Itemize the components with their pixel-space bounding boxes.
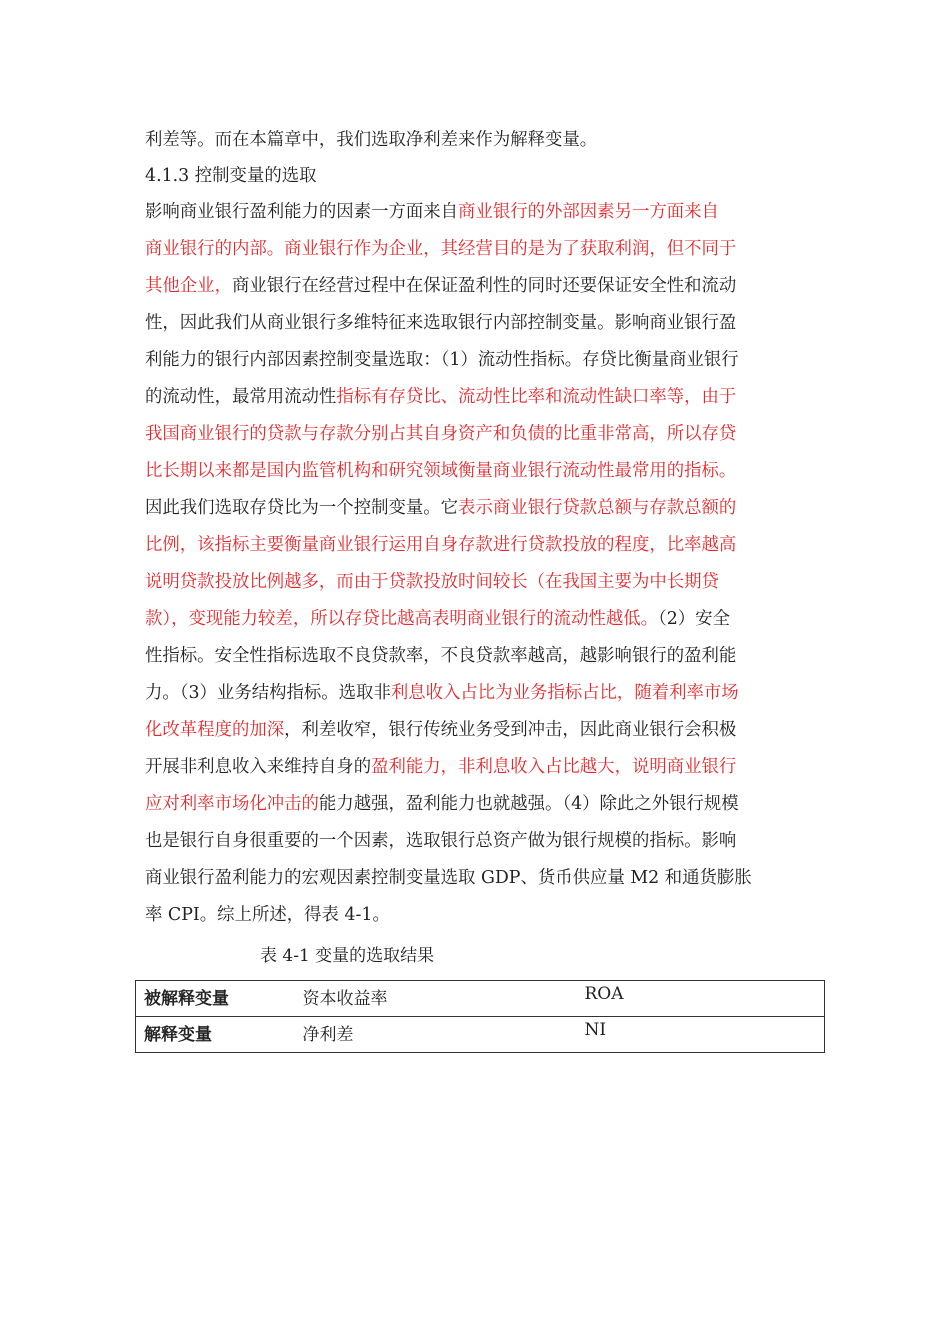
table-cell: NI	[577, 1017, 825, 1053]
text-run: 因此我们选取存贷比为一个控制变量。它	[145, 498, 459, 518]
text-run: ，利差收窄，银行传统业务受到冲击，因此商业银行会积极	[284, 720, 737, 740]
text-line	[145, 902, 390, 928]
table-cell: 解释变量	[136, 1017, 299, 1053]
text-line	[145, 199, 719, 225]
text-run: 也是银行自身很重要的一个因素，选取银行总资产做为银行规模的指标。影响	[145, 831, 737, 851]
text-line	[145, 791, 739, 817]
highlighted-text: 商业银行的外部因素另一方面来自	[458, 202, 719, 222]
text-run: （2）安全	[658, 609, 730, 629]
highlighted-text: 款），变现能力较差，所以存贷比越高表明商业银行的流动性越低。	[145, 609, 659, 629]
highlighted-text: 比长期以来都是国内监管机构和研究领域衡量商业银行流动性最常用的指标。	[145, 461, 737, 481]
text-line	[145, 569, 719, 595]
text-line	[145, 606, 730, 632]
highlighted-text: 利息收入占比为业务指标占比，随着利率市场	[390, 683, 739, 703]
text-run: 的流动性，最常用流动性	[145, 387, 337, 407]
text-line	[145, 865, 752, 891]
highlighted-text: 说明贷款投放比例越多，而由于贷款投放时间较长（在我国主要为中长期贷	[145, 572, 719, 592]
text-run: 商业银行盈利能力的宏观因素控制变量选取 GDP、货币供应量 M2 和通货膨胀	[145, 868, 752, 888]
text-line	[145, 495, 736, 521]
text-line	[145, 163, 317, 189]
highlighted-text: 指标有存贷比、流动性比率和流动性缺口率等，由于	[336, 387, 737, 407]
highlighted-text: 我国商业银行的贷款与存款分别占其自身资产和负债的比重非常高，所以存贷	[145, 424, 737, 444]
highlighted-text: 表示商业银行贷款总额与存款总额的	[458, 498, 737, 518]
text-line	[145, 458, 736, 484]
table-cell: 被解释变量	[136, 981, 299, 1017]
text-run: 力。（3）业务结构指标。选取非	[145, 683, 391, 703]
text-run: 率 CPI。综上所述，得表 4-1。	[145, 905, 390, 925]
text-line	[145, 717, 736, 743]
text-line	[145, 532, 736, 558]
text-run: 利能力的银行内部因素控制变量选取：（1）流动性指标。存贷比衡量商业银行	[145, 350, 739, 370]
text-run: 性指标。安全性指标选取不良贷款率，不良贷款率越高，越影响银行的盈利能	[145, 646, 737, 666]
text-line	[145, 310, 736, 336]
table-row	[136, 981, 825, 1017]
text-line	[145, 236, 736, 262]
text-line	[145, 680, 739, 706]
table-cell: 净利差	[299, 1017, 577, 1053]
text-line	[145, 347, 739, 373]
highlighted-text: 其他企业，	[145, 276, 232, 296]
table-row	[136, 1017, 825, 1053]
text-run: 利差等。而在本篇章中，我们选取净利差来作为解释变量。	[145, 130, 598, 150]
text-line	[145, 273, 736, 299]
highlighted-text: 应对利率市场化冲击的	[145, 794, 319, 814]
text-line	[145, 421, 736, 447]
text-run: 开展非利息收入来维持自身的	[145, 757, 372, 777]
text-run: 性，因此我们从商业银行多维特征来选取银行内部控制变量。影响商业银行盈	[145, 313, 737, 333]
text-line	[145, 754, 736, 780]
highlighted-text: 化改革程度的加深	[145, 720, 285, 740]
table-cell: 资本收益率	[299, 981, 577, 1017]
text-run: 商业银行在经营过程中在保证盈利性的同时还要保证安全性和流动	[231, 276, 737, 296]
text-run: 能力越强，盈利能力也就越强。（4）除此之外银行规模	[318, 794, 739, 814]
variables-table	[135, 980, 825, 1053]
text-line	[145, 127, 597, 153]
table-cell: ROA	[577, 981, 825, 1017]
highlighted-text: 盈利能力，非利息收入占比越大，说明商业银行	[371, 757, 737, 777]
text-run: 影响商业银行盈利能力的因素一方面来自	[145, 202, 459, 222]
highlighted-text: 比例，该指标主要衡量商业银行运用自身存款进行贷款投放的程度，比率越高	[145, 535, 737, 555]
text-run: 4.1.3 控制变量的选取	[145, 166, 317, 186]
highlighted-text: 商业银行的内部。商业银行作为企业，其经营目的是为了获取利润，但不同于	[145, 239, 737, 259]
text-line	[145, 384, 736, 410]
text-line	[145, 643, 736, 669]
table-caption: 表 4-1 变量的选取结果	[260, 946, 435, 966]
text-line	[145, 828, 736, 854]
